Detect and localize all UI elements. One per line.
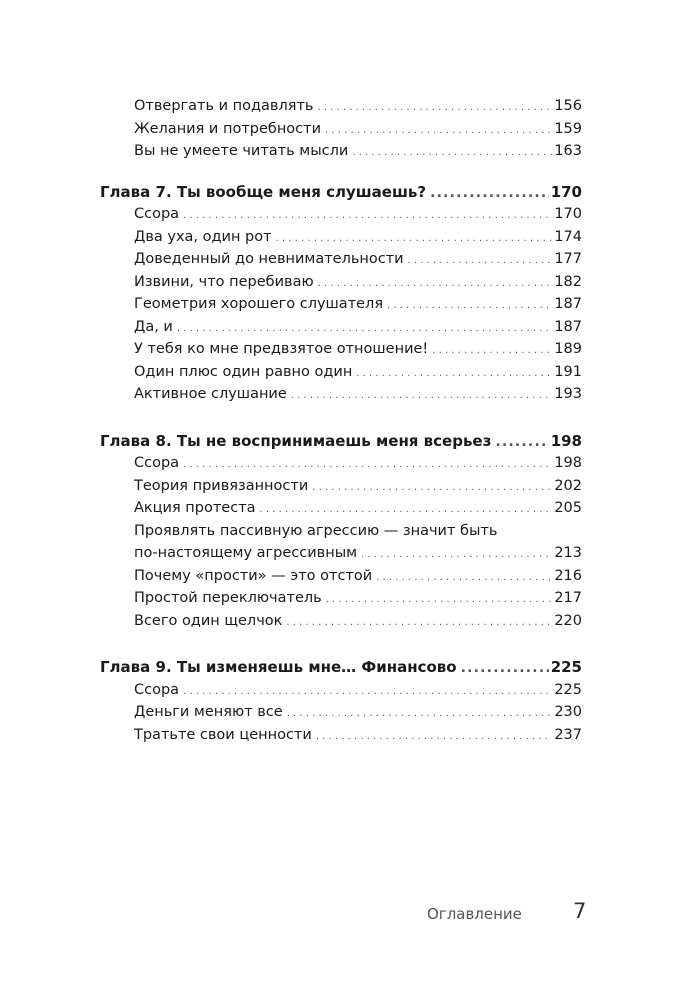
entry-title: Простой переключатель	[134, 590, 322, 606]
chapter-heading	[100, 656, 582, 679]
toc-entry	[100, 679, 582, 702]
dot-leader	[291, 383, 553, 407]
toc-entry	[100, 497, 582, 520]
dot-leader	[276, 226, 553, 250]
entry-title: Два уха, один рот	[134, 228, 272, 245]
entry-title: Отвергать и подавлять	[134, 98, 314, 114]
dot-leader	[183, 452, 552, 476]
dot-leader	[286, 610, 552, 634]
dot-leader	[361, 542, 552, 566]
entry-title: Почему «прости» — это отстой	[134, 567, 373, 584]
entry-page: 159	[554, 120, 582, 137]
dot-leader	[461, 656, 549, 679]
toc-entry	[100, 271, 582, 294]
chapter-title: Глава 7. Ты вообще меня слушаешь?	[100, 182, 427, 201]
dot-leader	[177, 316, 552, 340]
entry-page: 170	[554, 206, 582, 222]
toc-entry	[100, 610, 582, 633]
entry-page: 217	[554, 590, 582, 606]
toc-entry	[100, 118, 582, 141]
entry-page: 177	[554, 251, 582, 267]
toc-entry	[100, 203, 582, 226]
entry-page: 187	[554, 296, 582, 312]
dot-leader	[260, 497, 553, 521]
chapter-page: 170	[550, 182, 582, 201]
entry-title: Ссора	[134, 681, 180, 698]
entry-page: 193	[554, 386, 582, 402]
dot-leader	[430, 181, 549, 204]
chapter-page: 198	[550, 431, 582, 450]
dot-leader	[326, 587, 553, 611]
dot-leader	[312, 475, 552, 499]
entry-page: 156	[554, 98, 582, 114]
chapter-heading	[100, 430, 582, 453]
entry-title: Деньги меняют все	[134, 704, 283, 720]
entry-page: 230	[554, 704, 582, 720]
toc-entry	[100, 383, 582, 406]
dot-leader	[183, 679, 552, 703]
toc-entry	[100, 542, 582, 565]
toc-entry	[100, 565, 582, 588]
entry-title: Активное слушание	[134, 386, 287, 402]
dot-leader	[408, 248, 553, 272]
toc-entry	[100, 316, 582, 339]
dot-leader	[287, 701, 553, 725]
running-footer-title: Оглавление	[427, 905, 522, 923]
entry-title: Всего один щелчок	[134, 612, 283, 629]
entry-title: Тратьте свои ценности	[134, 726, 312, 743]
entry-page: 187	[554, 318, 582, 335]
entry-title: Один плюс один равно один	[134, 363, 353, 380]
entry-page: 213	[554, 545, 582, 561]
entry-title: Доведенный до невнимательности	[134, 251, 404, 267]
dot-leader	[495, 430, 548, 453]
chapter-title: Глава 9. Ты изменяешь мне… Финансово	[100, 658, 457, 676]
dot-leader	[352, 140, 552, 164]
toc-entry	[100, 452, 582, 475]
toc-entry	[100, 226, 582, 249]
entry-title: Акция протеста	[134, 500, 256, 516]
toc-entry	[100, 475, 582, 498]
toc-entry	[100, 338, 582, 361]
dot-leader	[387, 293, 552, 317]
toc-entry	[100, 587, 582, 610]
dot-leader	[356, 361, 552, 385]
entry-page: 202	[554, 477, 582, 494]
entry-page: 182	[554, 273, 582, 290]
dot-leader	[318, 271, 553, 295]
entry-page: 225	[554, 681, 582, 698]
entry-page: 174	[554, 228, 582, 245]
entry-page: 189	[554, 341, 582, 357]
toc-entry	[100, 724, 582, 747]
dot-leader	[376, 565, 552, 589]
dot-leader	[183, 203, 552, 227]
toc-entry	[100, 140, 582, 163]
entry-title: Извини, что перебиваю	[134, 273, 314, 290]
toc-entry	[100, 95, 582, 118]
entry-title: У тебя ко мне предвзятое отношение!	[134, 341, 429, 357]
entry-page: 163	[554, 143, 582, 159]
toc-entry	[100, 248, 582, 271]
entry-title: Теория привязанности	[134, 477, 309, 494]
entry-page: 191	[554, 363, 582, 380]
toc-entry-line1	[100, 520, 582, 543]
entry-title-line1: Проявлять пассивную агрессию — значит быть	[134, 522, 498, 539]
chapter-page: 225	[550, 658, 582, 676]
entry-title: по-настоящему агрессивным	[134, 545, 358, 561]
entry-title: Ссора	[134, 455, 180, 471]
entry-title: Геометрия хорошего слушателя	[134, 296, 384, 312]
entry-title: Вы не умеете читать мысли	[134, 143, 349, 159]
entry-title: Да, и	[134, 318, 173, 335]
entry-page: 237	[554, 726, 582, 743]
chapter-heading	[100, 181, 582, 204]
entry-page: 220	[554, 612, 582, 629]
dot-leader	[316, 724, 553, 748]
entry-title: Ссора	[134, 206, 180, 222]
entry-page: 216	[554, 567, 582, 584]
chapter-title: Глава 8. Ты не воспринимаешь меня всерьез	[100, 431, 492, 450]
page-number: 7	[573, 899, 587, 923]
toc-entry	[100, 701, 582, 724]
entry-page: 198	[554, 455, 582, 471]
toc-entry	[100, 361, 582, 384]
table-of-contents	[100, 95, 582, 746]
entry-page: 205	[554, 500, 582, 516]
dot-leader	[325, 118, 552, 142]
dot-leader	[432, 338, 552, 362]
toc-entry	[100, 293, 582, 316]
entry-title: Желания и потребности	[134, 120, 322, 137]
dot-leader	[317, 95, 552, 119]
